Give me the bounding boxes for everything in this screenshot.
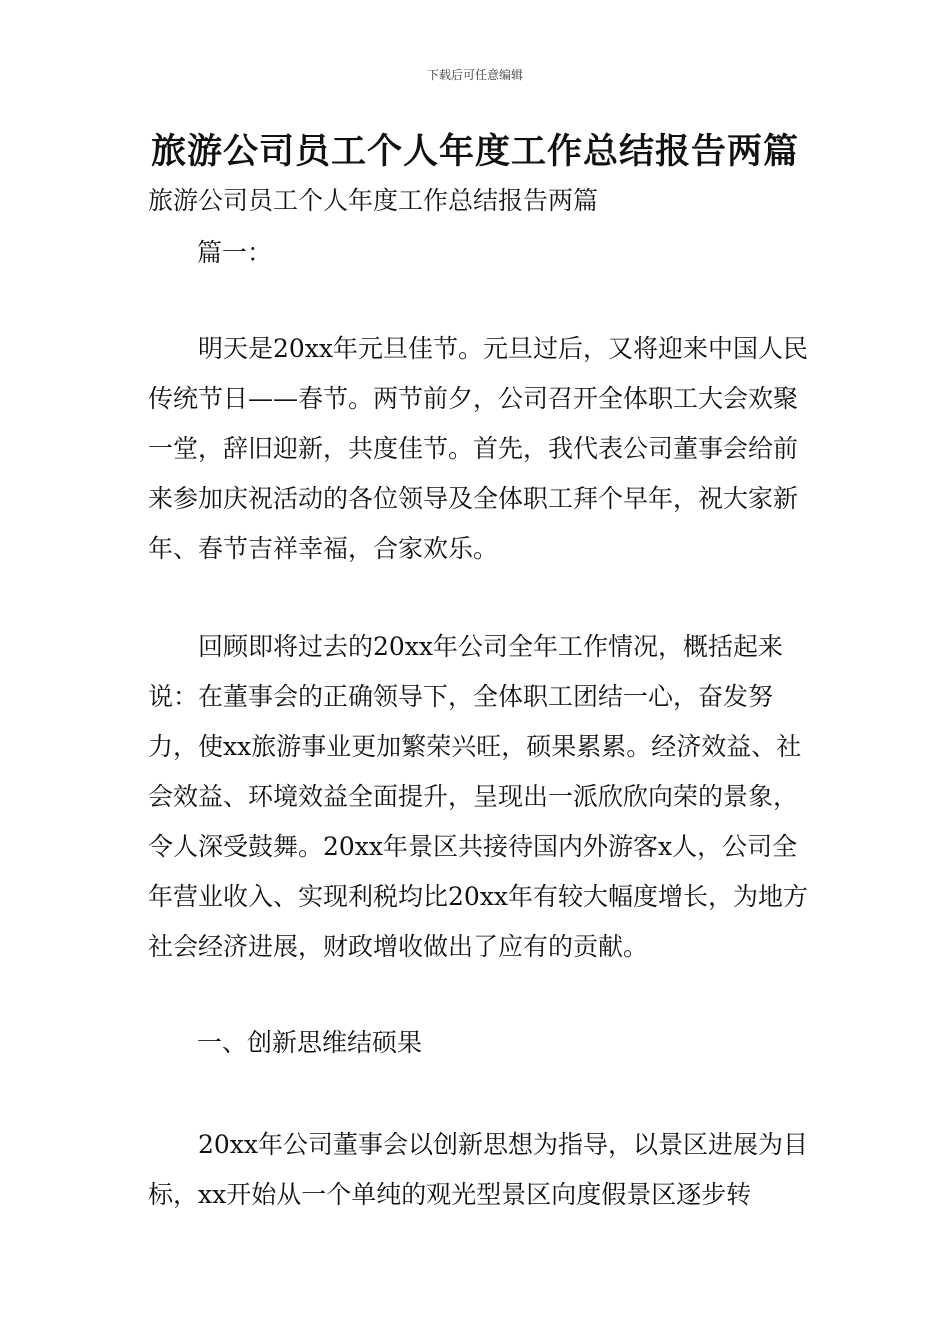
header-note: 下载后可任意编辑 xyxy=(426,68,523,82)
section-label: 篇一： xyxy=(197,238,273,267)
paragraph-2: 回顾即将过去的20xx年公司全年工作情况，概括起来说：在董事会的正确领导下，全体职工团结一心，奋发努力，使xx旅游事业更加繁荣兴旺，硕果累累。经济效益、社会效益、环境效益全面提升，呈现出一派欣欣向荣的景象，令人深受鼓舞。20xx年景区共接待国内外游客x人，公司全年营业收入、实现利税均比20xx年有较大幅度增长，为地方社会经济进展，财政增收做出了应有的贡献。 xyxy=(148,632,809,961)
document-title: 旅游公司员工个人年度工作总结报告两篇 xyxy=(150,132,799,172)
document-subtitle: 旅游公司员工个人年度工作总结报告两篇 xyxy=(148,186,599,215)
paragraph-1: 明天是20xx年元旦佳节。元旦过后，又将迎来中国人民传统节日——春节。两节前夕，公司召开全体职工大会欢聚一堂，辞旧迎新，共度佳节。首先，我代表公司董事会给前来参加庆祝活动的各位领导及全体职工拜个早年，祝大家新年、春节吉祥幸福，合家欢乐。 xyxy=(148,334,809,563)
paragraph-3: 20xx年公司董事会以创新思想为指导，以景区进展为目标，xx开始从一个单纯的观光型景区向度假景区逐步转 xyxy=(148,1130,809,1209)
section-heading: 一、创新思维结硕果 xyxy=(197,1028,423,1057)
